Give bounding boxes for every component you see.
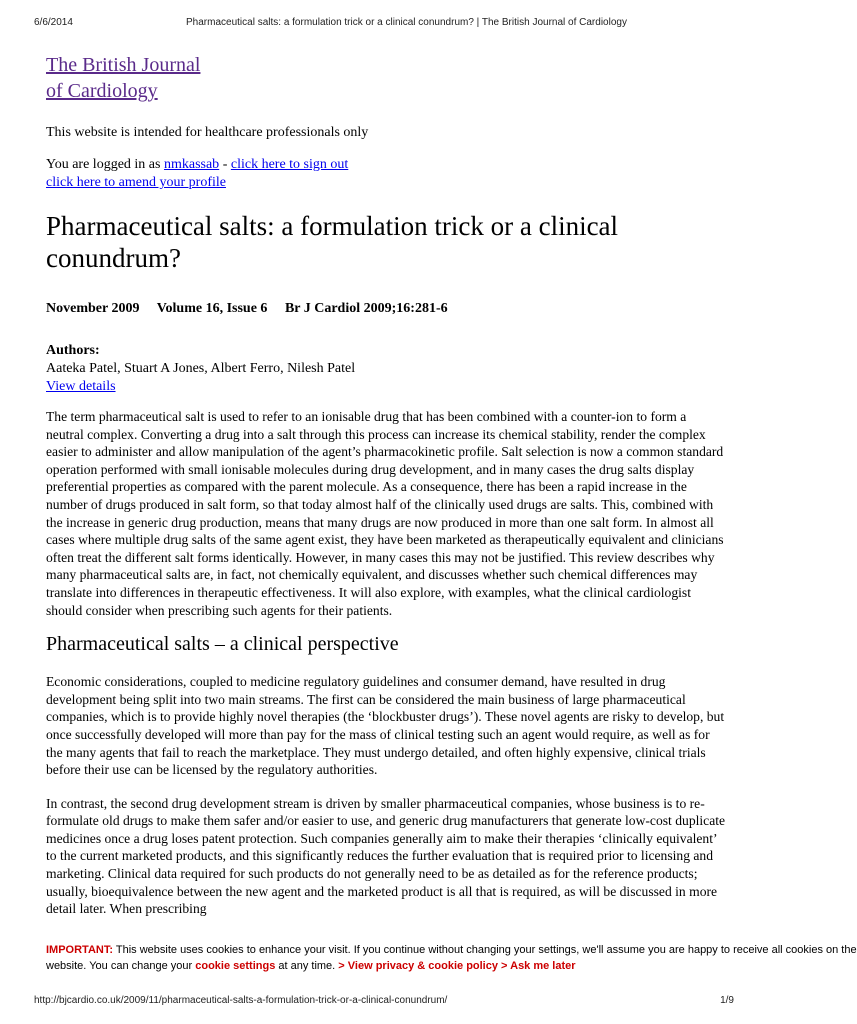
authors-list: Aateka Patel, Stuart A Jones, Albert Ferro, Nilesh Patel [46, 361, 356, 376]
amend-profile-link[interactable]: click here to amend your profile [46, 175, 226, 190]
authors-label: Authors: [46, 343, 100, 358]
body-paragraph-1: Economic considerations, coupled to medicine regulatory guidelines and consumer demand, have resulted in drug development being split into two main streams. The first can be considered the main business of large pharmaceutical companies, which is to provide highly novel therapies (the ‘blockbuster drugs’). These novel agents are risky to develop, but once successfully developed will more than pay for the mass of clinical testing such an agent would require, as well as for the many agents that fail to reach the marketplace. They must undergo detailed, and often highly expensive, clinical trials before their use can be licensed by the regulatory authorities. [46, 674, 725, 778]
login-prefix: You are logged in as [46, 157, 164, 172]
cookie-settings-link[interactable]: cookie settings [195, 960, 276, 972]
main-content [46, 52, 726, 918]
print-date: 6/6/2014 [34, 17, 73, 28]
article-title: Pharmaceutical salts: a formulation trick or a clinical conundrum? [46, 211, 619, 273]
view-details-link[interactable]: View details [46, 379, 116, 394]
cookie-line-1 [46, 942, 857, 958]
print-page-number: 1/9 [720, 995, 734, 1006]
article-date: November 2009 [46, 301, 140, 316]
article-volume: Volume 16, Issue 6 [156, 301, 268, 316]
site-title-line2: of Cardiology [46, 80, 158, 102]
abstract-paragraph: The term pharmaceutical salt is used to refer to an ionisable drug that has been combined with a counter-ion to form a neutral complex. Converting a drug into a salt through this process can increase its chemical stability, render the complex easier to administer and allow manipulation of the agent’s pharmacokinetic profile. Salt selection is now a common standard operation performed with small ionisable molecules during drug development, and in many cases the drug salts display preferential properties as compared with the parent molecule. As a consequence, there has been a rapid increase in the number of drugs produced in salt form, so that today almost half of the clinically used drugs are salts. This, combined with the increase in generic drug production, means that many drugs are now produced in more than one salt form. In almost all cases where multiple drug salts of the same agent exist, they have been marketed as therapeutically equivalent and clinicians often treat the different salt forms identically. However, in many cases this may not be justified. This review describes why many pharmaceutical salts are, in fact, not chemically equivalent, and discusses whether such chemical differences may translate into differences in therapeutic effectiveness. It will also explore, with examples, what the clinical cardiologist should consider when prescribing such agents for their patients. [46, 409, 724, 618]
section-heading: Pharmaceutical salts – a clinical perspective [46, 633, 399, 656]
cookie-important-label: IMPORTANT: [46, 944, 114, 956]
article-meta [46, 300, 726, 318]
body-paragraph-2: In contrast, the second drug development stream is driven by smaller pharmaceutical companies, whose business is to re-formulate old drugs to make them safer and/or easier to use, and generic drug manufacturers that generate low-cost duplicate medicines once a drug loses patent protection. Such companies generally aim to make their therapies ‘clinically equivalent’ to the current marketed products, and this significantly reduces the further evaluation that is required prior to licensing and marketing. Clinical data required for such products do not generally need to be as detailed as for the reference products; usually, bioequivalence between the new agent and the marketed product is all that is required, as will be discussed in more detail later. When prescribing [46, 795, 726, 917]
audience-notice: This website is intended for healthcare professionals only [46, 125, 369, 140]
ask-later-link[interactable]: > Ask me later [501, 960, 576, 972]
cookie-banner [34, 940, 857, 974]
site-title-link[interactable] [46, 52, 726, 104]
cookie-line-2 [46, 958, 734, 974]
login-separator: - [219, 157, 231, 172]
print-page-title: Pharmaceutical salts: a formulation trick or a clinical conundrum? | The British Journal of Cardiology [186, 17, 627, 28]
login-status [46, 156, 726, 174]
cookie-text-2: website. You can change your [46, 960, 196, 972]
username-link[interactable]: nmkassab [163, 157, 220, 172]
sign-out-link[interactable]: click here to sign out [230, 157, 349, 172]
article-citation: Br J Cardiol 2009;16:281-6 [284, 301, 448, 316]
cookie-text-3: at any time. [275, 960, 339, 972]
privacy-policy-link[interactable]: > View privacy & cookie policy [338, 960, 498, 972]
site-title-line1: The British Journal [46, 54, 201, 76]
authors-block [46, 342, 726, 396]
print-url: http://bjcardio.co.uk/2009/11/pharmaceutical-salts-a-formulation-trick-or-a-clinical-conundrum/ [34, 995, 448, 1006]
cookie-text-1: This website uses cookies to enhance your visit. If you continue without changing your settings, we'll assume you are happy to receive all cookies on the [113, 944, 857, 956]
